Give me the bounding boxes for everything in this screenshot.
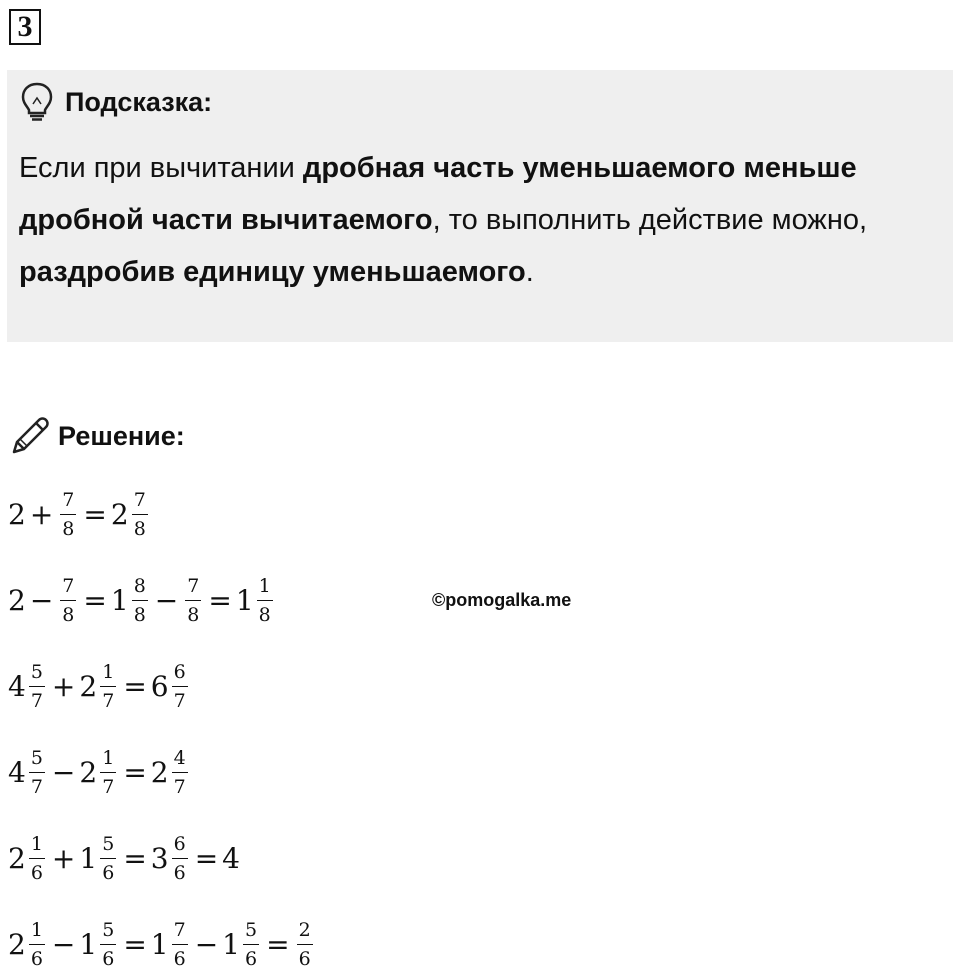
denominator: 6 xyxy=(173,861,186,884)
denominator: 6 xyxy=(298,947,311,970)
hint-segment-4-bold: раздробив единицу уменьшаемого xyxy=(19,256,526,288)
denominator: 8 xyxy=(258,603,271,626)
pencil-icon xyxy=(8,414,52,458)
fraction xyxy=(172,747,188,798)
whole-number: 3 xyxy=(150,841,169,875)
operator: − xyxy=(194,927,219,961)
hint-text xyxy=(19,142,939,298)
denominator: 6 xyxy=(30,947,43,970)
fraction xyxy=(172,919,188,970)
denominator: 7 xyxy=(30,775,43,798)
numerator: 1 xyxy=(100,747,116,773)
whole-number: 1 xyxy=(79,841,98,875)
numerator: 5 xyxy=(243,919,259,945)
fraction xyxy=(29,747,45,798)
equation-eq6 xyxy=(8,911,316,977)
denominator: 7 xyxy=(102,689,115,712)
fraction xyxy=(100,919,116,970)
whole-number: 2 xyxy=(8,583,26,617)
numerator: 5 xyxy=(29,661,45,687)
operator: = xyxy=(123,841,147,875)
fraction xyxy=(172,833,188,884)
numerator: 7 xyxy=(172,919,188,945)
numerator: 2 xyxy=(297,919,313,945)
denominator: 7 xyxy=(173,689,186,712)
fraction xyxy=(100,747,116,798)
hint-title: Подсказка: xyxy=(65,86,213,117)
numerator: 6 xyxy=(172,833,188,859)
numerator: 1 xyxy=(257,575,273,601)
watermark: ©pomogalka.me xyxy=(432,590,572,610)
fraction xyxy=(29,919,45,970)
denominator: 6 xyxy=(245,947,258,970)
hint-segment-5: . xyxy=(525,256,534,288)
numerator: 5 xyxy=(29,747,45,773)
task-number-box xyxy=(9,9,41,45)
denominator: 7 xyxy=(30,689,43,712)
operator: = xyxy=(208,583,232,617)
lightbulb-icon xyxy=(19,82,55,122)
numerator: 7 xyxy=(132,489,148,515)
operator: − xyxy=(154,583,179,617)
fraction xyxy=(100,661,116,712)
numerator: 7 xyxy=(185,575,201,601)
whole-number: 1 xyxy=(235,583,254,617)
denominator: 8 xyxy=(62,603,75,626)
equation-eq1 xyxy=(8,481,151,547)
operator: = xyxy=(266,927,290,961)
operator: = xyxy=(123,755,147,789)
hint-segment-3: , то выполнить действие можно, xyxy=(432,204,868,236)
solution-title: Решение: xyxy=(58,420,185,451)
operator: = xyxy=(194,841,219,875)
whole-number: 1 xyxy=(222,927,240,961)
equation-eq5 xyxy=(8,825,240,891)
hint-panel xyxy=(7,70,953,342)
operator: − xyxy=(29,583,54,617)
equation-eq2 xyxy=(8,567,276,633)
denominator: 6 xyxy=(102,861,115,884)
denominator: 8 xyxy=(133,603,146,626)
whole-number: 4 xyxy=(8,669,26,703)
numerator: 8 xyxy=(132,575,148,601)
whole-number: 4 xyxy=(8,755,26,789)
solution-header xyxy=(8,414,185,458)
task-number: 3 xyxy=(17,10,33,43)
whole-number: 6 xyxy=(150,669,169,703)
whole-number: 4 xyxy=(222,841,240,875)
operator: + xyxy=(51,841,76,875)
denominator: 8 xyxy=(62,517,75,540)
denominator: 7 xyxy=(102,775,115,798)
whole-number: 2 xyxy=(8,497,26,531)
operator: + xyxy=(29,497,54,531)
fraction xyxy=(60,489,76,540)
numerator: 1 xyxy=(29,833,45,859)
denominator: 7 xyxy=(173,775,186,798)
whole-number: 1 xyxy=(110,583,129,617)
denominator: 8 xyxy=(133,517,146,540)
fraction xyxy=(297,919,313,970)
fraction xyxy=(60,575,76,626)
whole-number: 2 xyxy=(8,841,26,875)
fraction xyxy=(100,833,116,884)
hint-header xyxy=(19,82,212,122)
denominator: 6 xyxy=(102,947,115,970)
whole-number: 2 xyxy=(150,755,169,789)
fraction xyxy=(29,661,45,712)
numerator: 5 xyxy=(100,919,116,945)
denominator: 8 xyxy=(187,603,200,626)
numerator: 6 xyxy=(172,661,188,687)
operator: = xyxy=(123,669,147,703)
denominator: 6 xyxy=(30,861,43,884)
numerator: 4 xyxy=(172,747,188,773)
whole-number: 1 xyxy=(150,927,169,961)
whole-number: 2 xyxy=(110,497,129,531)
numerator: 7 xyxy=(60,489,76,515)
hint-segment-1: Если при вычитании xyxy=(19,152,303,184)
operator: − xyxy=(51,927,76,961)
whole-number: 2 xyxy=(79,755,98,789)
fraction xyxy=(132,575,148,626)
operator: = xyxy=(83,583,107,617)
operator: + xyxy=(51,669,76,703)
hint-segment-2-bold: дробная часть уменьшаемого меньше дробной части вычитаемого xyxy=(19,152,857,236)
equation-eq4 xyxy=(8,739,191,805)
numerator: 1 xyxy=(100,661,116,687)
numerator: 7 xyxy=(60,575,76,601)
fraction xyxy=(172,661,188,712)
operator: = xyxy=(83,497,107,531)
fraction xyxy=(185,575,201,626)
operator: = xyxy=(123,927,147,961)
whole-number: 1 xyxy=(79,927,98,961)
fraction xyxy=(257,575,273,626)
numerator: 5 xyxy=(100,833,116,859)
equation-eq3 xyxy=(8,653,191,719)
fraction xyxy=(29,833,45,884)
numerator: 1 xyxy=(29,919,45,945)
whole-number: 2 xyxy=(8,927,26,961)
fraction xyxy=(243,919,259,970)
denominator: 6 xyxy=(173,947,186,970)
whole-number: 2 xyxy=(79,669,98,703)
operator: − xyxy=(51,755,76,789)
fraction xyxy=(132,489,148,540)
